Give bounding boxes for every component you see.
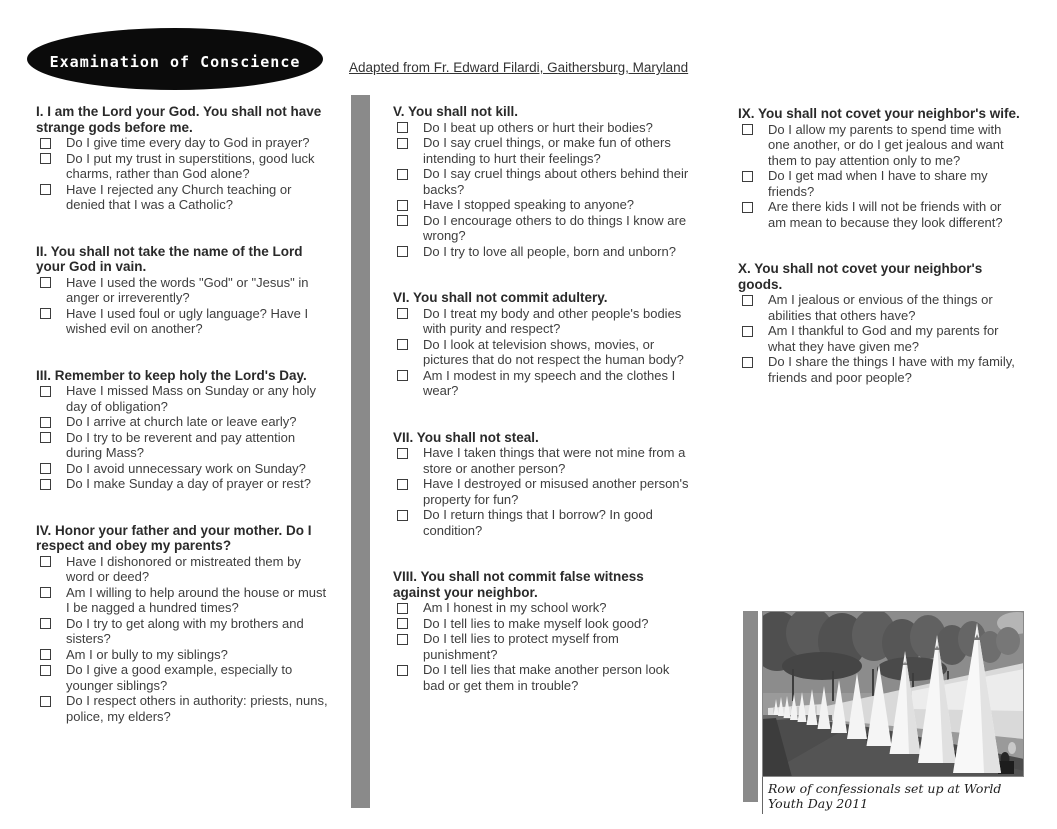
checkbox-icon: [742, 326, 753, 337]
confessionals-photo: [762, 611, 1024, 777]
checklist-item-text: Do I put my trust in superstitions, good luck charms, rather than God alone?: [66, 150, 315, 181]
checklist-item: [36, 693, 332, 724]
checklist-item: [393, 368, 691, 399]
commandment-section: [738, 106, 1020, 230]
page-title: Examination of Conscience: [49, 53, 301, 71]
checkbox-icon: [40, 479, 51, 490]
checkbox-icon: [40, 153, 51, 164]
checklist-item-text: Do I give a good example, especially to younger siblings?: [66, 662, 293, 693]
checklist-item-text: Do I return things that I borrow? In good condition?: [423, 507, 653, 538]
checklist-item: [738, 168, 1020, 199]
checklist-item-text: Do I encourage others to do things I know are wrong?: [423, 212, 687, 243]
checklist-item: [393, 337, 691, 368]
checkbox-icon: [397, 169, 408, 180]
column: [738, 106, 1020, 416]
checklist-item-text: Do I get mad when I have to share my friends?: [768, 168, 988, 199]
checkbox-icon: [397, 339, 408, 350]
checklist-item: [36, 182, 332, 213]
column: [36, 104, 332, 755]
checklist-item-text: Do I tell lies that make another person look bad or get them in trouble?: [423, 662, 670, 693]
checklist-item: [393, 662, 691, 693]
commandment-section: [36, 523, 332, 725]
checklist-item-text: Have I missed Mass on Sunday or any holy day of obligation?: [66, 383, 317, 414]
checklist-item: [738, 323, 1020, 354]
commandment-section: [36, 244, 332, 337]
checklist-item: [393, 244, 691, 260]
checklist-item-text: Have I used the words "God" or "Jesus" in anger or irreverently?: [66, 274, 309, 305]
checkbox-icon: [40, 587, 51, 598]
checklist-item: [36, 662, 332, 693]
checkbox-icon: [397, 308, 408, 319]
checklist-item: [36, 306, 332, 337]
checklist-item-text: Do I say cruel things about others behind their backs?: [423, 166, 689, 197]
section-heading: II. You shall not take the name of the Lord your God in vain.: [36, 243, 303, 274]
checkbox-icon: [397, 479, 408, 490]
commandment-section: [738, 261, 1020, 385]
section-heading: III. Remember to keep holy the Lord's Day.: [36, 367, 307, 383]
checklist-item-text: Have I used foul or ugly language? Have I wished evil on another?: [66, 305, 309, 336]
checklist-item-text: Do I say cruel things, or make fun of others intending to hurt their feelings?: [423, 135, 671, 166]
checklist-item: [738, 292, 1020, 323]
checkbox-icon: [397, 510, 408, 521]
checkbox-icon: [40, 138, 51, 149]
section-heading: V. You shall not kill.: [393, 104, 519, 119]
checklist-item: [36, 476, 332, 492]
checklist-item: [393, 120, 691, 136]
checklist-item: [36, 616, 332, 647]
checklist-item-text: Do I allow my parents to spend time with one another, or do I get jealous and want them to pay attention only to me?: [768, 121, 1004, 168]
section-heading: IV. Honor your father and your mother. Do I respect and obey my parents?: [36, 522, 312, 553]
checklist-item-text: Do I give time every day to God in prayer?: [66, 135, 310, 150]
checklist-item-text: Do I try to get along with my brothers and sisters?: [66, 615, 304, 646]
checkbox-icon: [742, 295, 753, 306]
checkbox-icon: [40, 308, 51, 319]
checkbox-icon: [397, 603, 408, 614]
checklist-item-text: Do I share the things I have with my family, friends and poor people?: [768, 354, 1015, 385]
checkbox-icon: [40, 277, 51, 288]
checklist-item-text: Have I rejected any Church teaching or denied that I was a Catholic?: [66, 181, 292, 212]
checklist-item: [738, 354, 1020, 385]
checkbox-icon: [742, 202, 753, 213]
checklist-item-text: Do I try to be reverent and pay attention during Mass?: [66, 429, 296, 460]
checkbox-icon: [397, 634, 408, 645]
checklist-item-text: Am I willing to help around the house or must I be nagged a hundred times?: [66, 584, 327, 615]
checkbox-icon: [397, 122, 408, 133]
checklist-item-text: Do I try to love all people, born and unborn?: [423, 243, 676, 259]
checkbox-icon: [742, 124, 753, 135]
checkbox-icon: [40, 649, 51, 660]
commandment-section: [393, 569, 691, 693]
section-heading: VII. You shall not steal.: [393, 429, 539, 445]
checkbox-icon: [40, 184, 51, 195]
commandment-section: [36, 104, 332, 213]
checklist-item-text: Are there kids I will not be friends with or am mean to because they look different?: [768, 199, 1003, 230]
checklist-item: [738, 199, 1020, 230]
checkbox-icon: [397, 246, 408, 257]
checklist-item: [36, 647, 332, 663]
photo-caption: Row of confessionals set up at World Youth Day 2011: [762, 777, 1024, 814]
checklist-item: [36, 430, 332, 461]
checklist-item-text: Do I look at television shows, movies, or pictures that do not respect the human body?: [423, 336, 684, 367]
checklist-item: [36, 135, 332, 151]
section-heading: VI. You shall not commit adultery.: [393, 290, 608, 305]
checklist-item: [393, 600, 691, 616]
section-heading: VIII. You shall not commit false witness against your neighbor.: [393, 569, 644, 600]
checklist-item: [393, 213, 691, 244]
checklist-item-text: Am I jealous or envious of the things or abilities that others have?: [768, 292, 993, 323]
checklist-item-text: Am I thankful to God and my parents for what they have given me?: [768, 323, 999, 354]
checkbox-icon: [397, 138, 408, 149]
checklist-item: [738, 122, 1020, 169]
checkbox-icon: [40, 665, 51, 676]
checklist-item-text: Do I respect others in authority: priests, nuns, police, my elders?: [66, 693, 328, 724]
checklist-item: [393, 306, 691, 337]
checklist-item: [36, 383, 332, 414]
commandment-section: [393, 430, 691, 539]
checklist-item-text: Have I dishonored or mistreated them by word or deed?: [66, 553, 301, 584]
checkbox-icon: [397, 448, 408, 459]
commandment-section: [393, 104, 691, 259]
checklist-item-text: Do I beat up others or hurt their bodies?: [423, 119, 653, 135]
checkbox-icon: [397, 665, 408, 676]
checkbox-icon: [40, 432, 51, 443]
checklist-item-text: Do I treat my body and other people's bodies with purity and respect?: [423, 305, 682, 336]
checklist-item: [393, 445, 691, 476]
checklist-item: [393, 616, 691, 632]
checklist-item: [393, 135, 691, 166]
column-divider-bar: [351, 95, 370, 808]
section-heading: I. I am the Lord your God. You shall not have strange gods before me.: [36, 104, 322, 135]
checklist-item-text: Do I tell lies to protect myself from punishment?: [423, 631, 619, 662]
checklist-item: [393, 197, 691, 213]
checkbox-icon: [397, 215, 408, 226]
checklist-item-text: Have I taken things that were not mine from a store or another person?: [423, 445, 686, 476]
checkbox-icon: [397, 618, 408, 629]
photo-side-bar: [743, 611, 758, 802]
checklist-item: [36, 585, 332, 616]
checklist-item: [36, 275, 332, 306]
checkbox-icon: [40, 696, 51, 707]
checklist-item: [36, 151, 332, 182]
checklist-item: [393, 507, 691, 538]
checklist-item: [393, 631, 691, 662]
checklist-item-text: Do I make Sunday a day of prayer or rest?: [66, 476, 311, 491]
checkbox-icon: [742, 357, 753, 368]
commandment-section: [36, 368, 332, 492]
checklist-item-text: Have I stopped speaking to anyone?: [423, 197, 635, 212]
checklist-item: [393, 166, 691, 197]
checklist-item-text: Am I honest in my school work?: [423, 600, 607, 615]
section-heading: X. You shall not covet your neighbor's goods.: [738, 261, 983, 292]
column: [393, 104, 691, 724]
checkbox-icon: [397, 370, 408, 381]
confessionals-photo-figure: [762, 611, 1024, 814]
checkbox-icon: [40, 386, 51, 397]
title-badge: [27, 28, 323, 90]
checkbox-icon: [40, 463, 51, 474]
checklist-item: [36, 461, 332, 477]
section-heading: IX. You shall not covet your neighbor's wife.: [738, 106, 1020, 121]
checklist-item-text: Do I avoid unnecessary work on Sunday?: [66, 460, 306, 476]
checkbox-icon: [40, 618, 51, 629]
checkbox-icon: [40, 556, 51, 567]
checklist-item-text: Am I or bully to my siblings?: [66, 646, 228, 662]
checklist-item-text: Have I destroyed or misused another person's property for fun?: [423, 476, 689, 507]
checklist-item: [393, 476, 691, 507]
checklist-item-text: Do I tell lies to make myself look good?: [423, 615, 649, 631]
commandment-section: [393, 290, 691, 399]
checkbox-icon: [742, 171, 753, 182]
checkbox-icon: [397, 200, 408, 211]
checkbox-icon: [40, 417, 51, 428]
photo-block: [762, 611, 1024, 814]
checklist-item-text: Am I modest in my speech and the clothes I wear?: [423, 367, 676, 398]
attribution-line: Adapted from Fr. Edward Filardi, Gaithersburg, Maryland: [349, 60, 689, 75]
checklist-item: [36, 414, 332, 430]
checklist-item: [36, 554, 332, 585]
checklist-item-text: Do I arrive at church late or leave early?: [66, 414, 297, 429]
